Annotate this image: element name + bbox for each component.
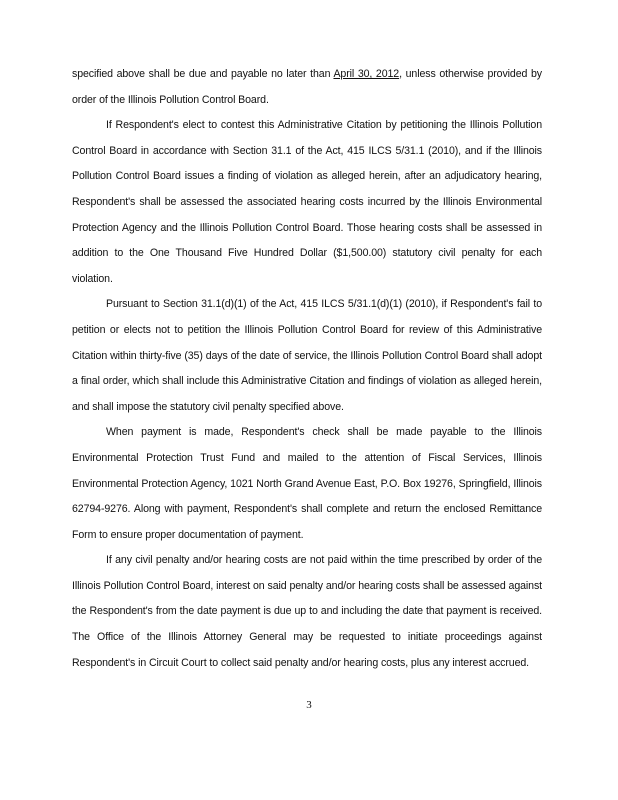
page-number: 3 xyxy=(306,699,312,711)
paragraph-payment-due-lead: specified above shall be due and payable no later than xyxy=(72,68,334,80)
paragraph-payment-due xyxy=(72,62,542,113)
paragraph-payment-due-tail: , unless otherwise provided by order of the Illinois Pollution Control Board. xyxy=(72,68,542,106)
paragraph-interest-collection: If any civil penalty and/or hearing costs are not paid within the time prescribed by order of the Illinois Pollution Control Board, interest on said penalty and/or hearing costs shall be assessed against the Respondent's from the date payment is due up to and including the date that payment is received. The Office of the Illinois Attorney General may be requested to initiate proceedings against Respondent's in Circuit Court to collect said penalty and/or hearing costs, plus any interest accrued. xyxy=(72,554,542,669)
paragraph-payment-instructions: When payment is made, Respondent's check shall be made payable to the Illinois Environmental Protection Trust Fund and mailed to the attention of Fiscal Services, Illinois Environmental Protection Agency, 1021 North Grand Avenue East, P.O. Box 19276, Springfield, Illinois 62794-9276. Along with payment, Respondent's shall complete and return the enclosed Remittance Form to ensure proper documentation of payment. xyxy=(72,426,542,541)
paragraph-contest-citation: If Respondent's elect to contest this Administrative Citation by petitioning the Illinois Pollution Control Board in accordance with Section 31.1 of the Act, 415 ILCS 5/31.1 (2010), and if the Illinois Pollution Control Board issues a finding of violation as alleged herein, after an adjudicatory hearing, Respondent's shall be assessed the associated hearing costs incurred by the Illinois Environmental Protection Agency and the Illinois Pollution Control Board. Those hearing costs shall be assessed in addition to the One Thousand Five Hundred Dollar ($1,500.00) statutory civil penalty for each violation. xyxy=(72,119,542,285)
payment-due-date: April 30, 2012 xyxy=(333,68,400,80)
paragraph-final-order: Pursuant to Section 31.1(d)(1) of the Act, 415 ILCS 5/31.1(d)(1) (2010), if Respondent's fail to petition or elects not to petition the Illinois Pollution Control Board for review of this Administrative Citation within thirty-five (35) days of the date of service, the Illinois Pollution Control Board shall adopt a final order, which shall include this Administrative Citation and findings of violation as alleged herein, and shall impose the statutory civil penalty specified above. xyxy=(72,298,542,413)
document-body xyxy=(72,62,542,676)
